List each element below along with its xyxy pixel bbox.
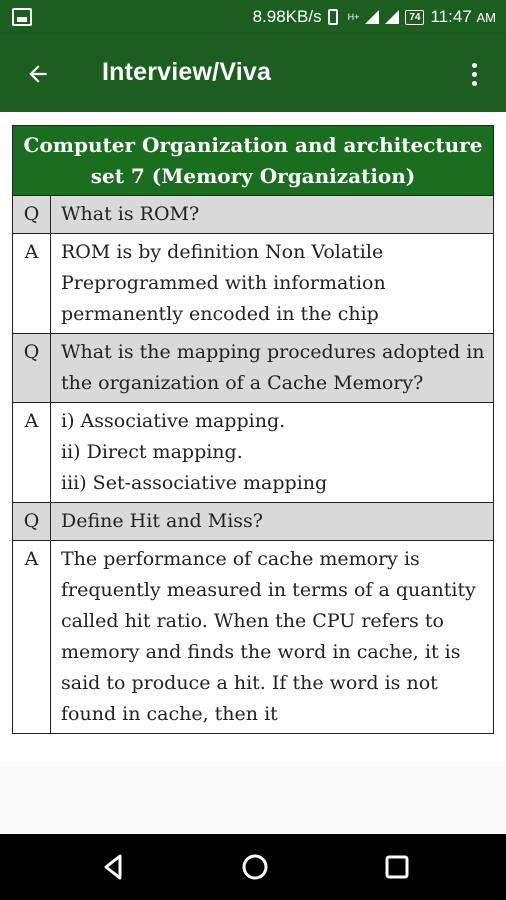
table-row [13,234,494,334]
triangle-back-icon[interactable] [98,852,128,882]
answer-text: The performance of cache memory is frequently measured in terms of a quantity called hit ratio. When the CPU refers to memory and finds the word in cache, it is said to produce a hit. If the word is not found in cache, then it [51,541,494,734]
bottom-blank-area [0,762,506,834]
qa-table [12,125,494,734]
clock-suffix: AM [476,9,496,25]
answer-text: ROM is by definition Non Volatile Preprogrammed with information permanently encoded in the chip [51,234,494,334]
row-label: A [13,403,51,503]
answer-line: ii) Direct mapping. [61,441,243,463]
answer-line: iii) Set-associative mapping [61,472,328,494]
table-row [13,196,494,234]
table-heading: Computer Organization and architecture set 7 (Memory Organization) [13,126,494,196]
page-title: Interview/Viva [102,58,272,86]
table-row [13,334,494,403]
row-label: Q [13,196,51,234]
question-text: Define Hit and Miss? [51,503,494,541]
more-vert-icon[interactable] [456,54,492,94]
app-bar [0,34,506,112]
row-label: Q [13,334,51,403]
clock-time: 11:47 [430,7,472,26]
back-button[interactable] [20,56,56,92]
row-label: A [13,541,51,734]
status-bar [0,0,506,34]
square-recents-icon[interactable] [382,852,412,882]
row-label: A [13,234,51,334]
row-label: Q [13,503,51,541]
answer-list [51,403,494,503]
table-row [13,503,494,541]
signal-icon-2 [385,10,399,24]
arrow-back-icon [25,61,51,87]
network-speed: 8.98KB/s [252,7,322,26]
gallery-notification-icon [12,8,32,26]
question-text: What is ROM? [51,196,494,234]
circle-home-icon[interactable] [240,852,270,882]
question-text: What is the mapping procedures adopted in the organization of a Cache Memory? [51,334,494,403]
navigation-bar [0,834,506,900]
table-row [13,541,494,734]
content-area[interactable] [0,112,506,762]
table-row [13,403,494,503]
clock [430,7,496,27]
network-type: H+ [347,11,360,22]
answer-line: i) Associative mapping. [61,410,286,432]
vibrate-icon [328,9,338,25]
signal-icon-1 [365,10,379,24]
battery-icon: 74 [405,10,424,25]
